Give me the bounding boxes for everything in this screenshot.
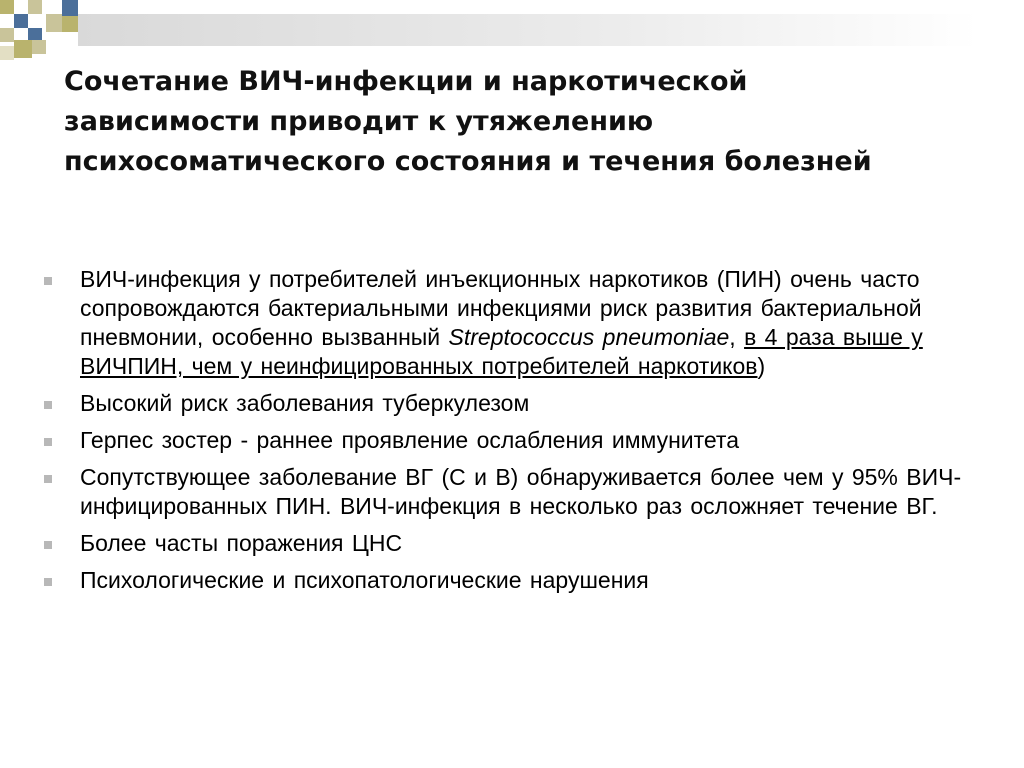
bullet-text: ВИЧ-инфекция у потребителей инъекционных наркотиков (ПИН) очень часто сопровождаются бактериальными инфекциями риск развития бактериальной пневмонии, особенно вызванный bbox=[80, 266, 922, 350]
bullet-list bbox=[44, 265, 984, 603]
bullet-text: , bbox=[729, 324, 745, 350]
decor-square bbox=[62, 0, 78, 16]
decor-square bbox=[28, 0, 42, 14]
slide-title: Сочетание ВИЧ-инфекции и наркотической зависимости приводит к утяжелению психосоматического состояния и течения болезней bbox=[64, 66, 872, 177]
list-item bbox=[44, 463, 984, 521]
decor-square bbox=[32, 40, 46, 54]
decor-square bbox=[0, 28, 14, 42]
list-item bbox=[44, 389, 984, 418]
decor-square bbox=[14, 14, 28, 28]
list-item bbox=[44, 529, 984, 558]
bullet-text: Более часты поражения ЦНС bbox=[80, 530, 403, 556]
decor-square bbox=[14, 40, 32, 58]
bullet-text: Сопутствующее заболевание ВГ (С и В) обнаруживается более чем у 95% ВИЧ-инфицированных ПИН. ВИЧ-инфекция в несколько раз осложняет течение ВГ. bbox=[80, 464, 962, 519]
decor-square bbox=[46, 14, 62, 32]
decor-square bbox=[62, 16, 78, 32]
list-item bbox=[44, 426, 984, 455]
list-item bbox=[44, 265, 984, 381]
bullet-text: Психологические и психопатологические нарушения bbox=[80, 567, 649, 593]
decor-square bbox=[0, 46, 14, 60]
square-bullet-icon bbox=[44, 401, 52, 409]
square-bullet-icon bbox=[44, 438, 52, 446]
organism-name: Streptococcus pneumoniae bbox=[448, 324, 730, 350]
underlined-text: в 4 раза выше у ВИЧПИН, чем у неинфицированных потребителей наркотиков bbox=[80, 324, 923, 379]
square-bullet-icon bbox=[44, 277, 52, 285]
decor-square bbox=[0, 0, 14, 14]
header-gradient-bar bbox=[78, 14, 978, 46]
bullet-text: Герпес зостер - раннее проявление ослабления иммунитета bbox=[80, 427, 739, 453]
square-bullet-icon bbox=[44, 475, 52, 483]
square-bullet-icon bbox=[44, 578, 52, 586]
square-bullet-icon bbox=[44, 541, 52, 549]
bullet-text: ) bbox=[757, 353, 766, 379]
list-item bbox=[44, 566, 984, 595]
bullet-text: Высокий риск заболевания туберкулезом bbox=[80, 390, 530, 416]
